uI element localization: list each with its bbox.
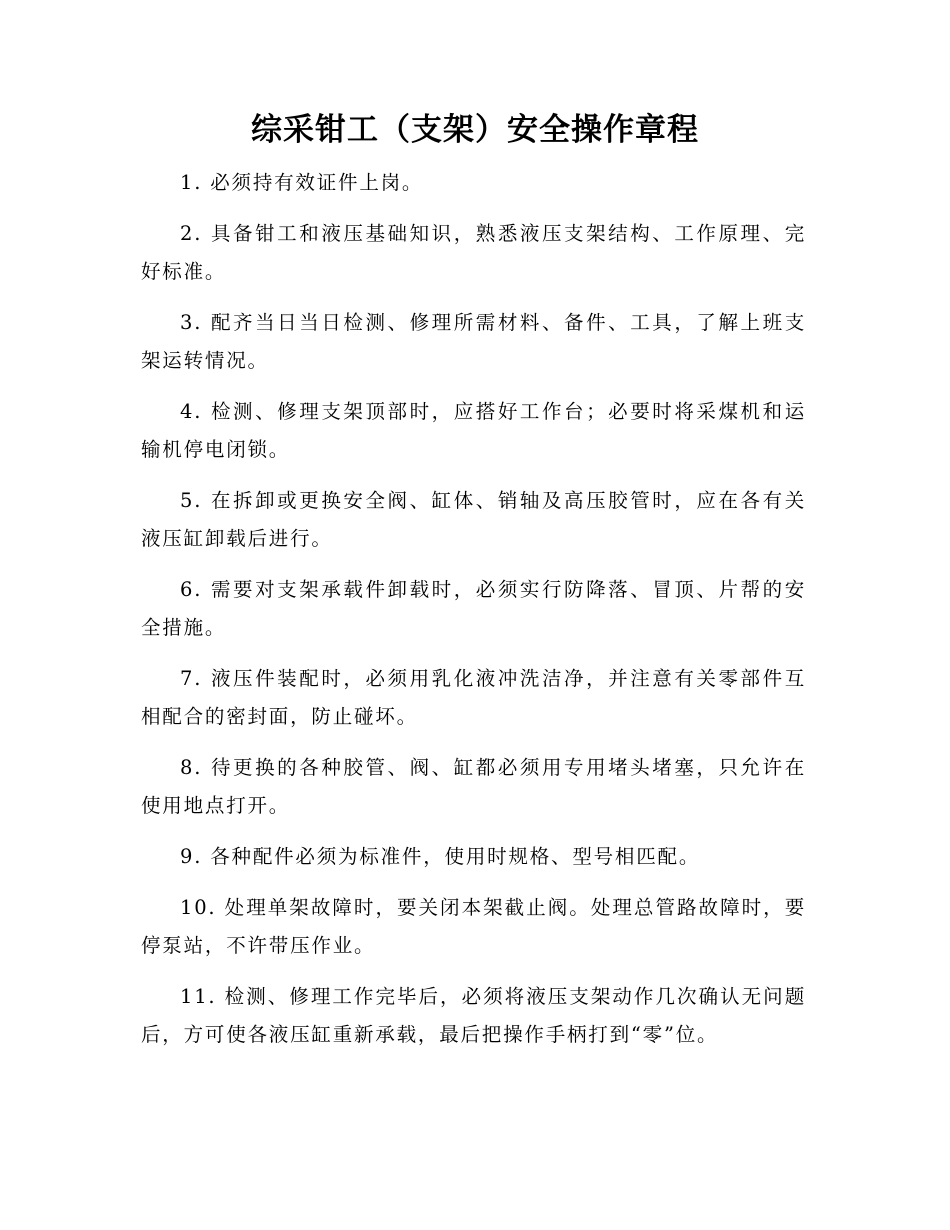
item-number: 7. [180, 667, 203, 690]
item-number: 3. [180, 311, 203, 334]
paragraph-7 [141, 660, 806, 736]
item-text: 需要对支架承载件卸载时，必须实行防降落、冒顶、片帮的安全措施。 [141, 578, 806, 639]
paragraph-10 [141, 889, 806, 965]
item-text: 配齐当日当日检测、修理所需材料、备件、工具，了解上班支架运转情况。 [141, 311, 806, 372]
item-text: 处理单架故障时，要关闭本架截止阀。处理总管路故障时，要停泵站，不许带压作业。 [141, 896, 806, 957]
item-text: 液压件装配时，必须用乳化液冲洗洁净，并注意有关零部件互相配合的密封面，防止碰坏。 [141, 667, 806, 728]
item-number: 5. [180, 489, 203, 512]
item-text: 必须持有效证件上岗。 [210, 171, 424, 194]
paragraph-6 [141, 571, 806, 647]
document-body [141, 164, 806, 1067]
item-text: 具备钳工和液压基础知识，熟悉液压支架结构、工作原理、完好标准。 [141, 222, 806, 283]
item-number: 10. [180, 896, 217, 919]
item-number: 11. [180, 985, 217, 1008]
item-text: 检测、修理工作完毕后，必须将液压支架动作几次确认无问题后，方可使各液压缸重新承载，最后把操作手柄打到“零”位。 [141, 985, 806, 1046]
item-number: 4. [180, 400, 203, 423]
item-number: 6. [180, 578, 203, 601]
paragraph-3 [141, 304, 806, 380]
paragraph-11 [141, 978, 806, 1054]
paragraph-4 [141, 393, 806, 469]
item-text: 待更换的各种胶管、阀、缸都必须用专用堵头堵塞，只允许在使用地点打开。 [141, 756, 806, 817]
paragraph-8 [141, 749, 806, 825]
item-number: 8. [180, 756, 203, 779]
item-text: 检测、修理支架顶部时，应搭好工作台；必要时将采煤机和运输机停电闭锁。 [141, 400, 806, 461]
document-title: 综采钳工（支架）安全操作章程 [251, 112, 699, 148]
paragraph-1 [141, 164, 806, 202]
item-number: 2. [180, 222, 203, 245]
item-number: 1. [180, 171, 203, 194]
item-text: 各种配件必须为标准件，使用时规格、型号相匹配。 [210, 845, 701, 868]
item-number: 9. [180, 845, 203, 868]
paragraph-5 [141, 482, 806, 558]
paragraph-2 [141, 215, 806, 291]
paragraph-9 [141, 838, 806, 876]
item-text: 在拆卸或更换安全阀、缸体、销轴及高压胶管时，应在各有关液压缸卸载后进行。 [141, 489, 806, 550]
